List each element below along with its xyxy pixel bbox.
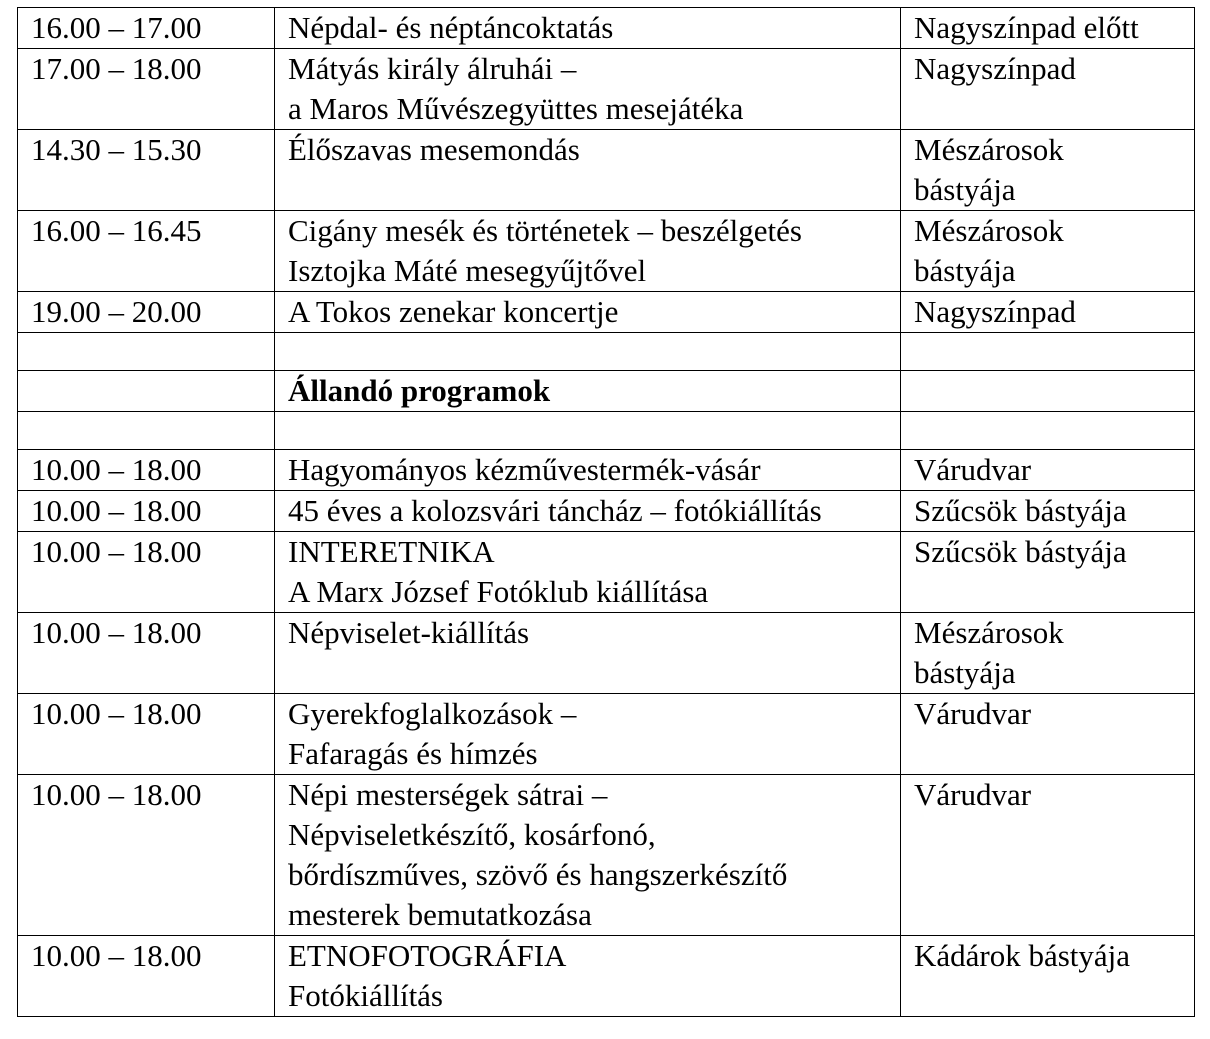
program-cell: [275, 694, 901, 775]
program-line: A Tokos zenekar koncertje: [288, 294, 619, 329]
program-line: Cigány mesék és történetek – beszélgetés: [288, 213, 802, 248]
time-cell: [18, 491, 275, 532]
time-text: 10.00 – 18.00: [31, 938, 202, 973]
location-cell: [901, 532, 1195, 613]
program-line: Hagyományos kézművestermék-vásár: [288, 452, 761, 487]
time-cell: [18, 450, 275, 491]
empty-cell: [901, 333, 1195, 371]
location-line: bástyája: [914, 172, 1016, 207]
location-cell: [901, 613, 1195, 694]
location-line: Várudvar: [914, 696, 1032, 731]
table-row: [18, 8, 1195, 49]
table-row: [18, 613, 1195, 694]
program-line: mesterek bemutatkozása: [288, 897, 592, 932]
table-row: [18, 694, 1195, 775]
location-cell: [901, 491, 1195, 532]
program-line: 45 éves a kolozsvári táncház – fotókiállítás: [288, 493, 822, 528]
empty-cell: [275, 333, 901, 371]
program-line: Isztojka Máté mesegyűjtővel: [288, 253, 647, 288]
table-row: [18, 936, 1195, 1017]
program-line: ETNOFOTOGRÁFIA: [288, 938, 567, 973]
time-cell: [18, 211, 275, 292]
program-cell: [275, 8, 901, 49]
location-cell: [901, 694, 1195, 775]
time-text: 10.00 – 18.00: [31, 452, 202, 487]
location-cell: [901, 450, 1195, 491]
program-line: Élőszavas mesemondás: [288, 132, 580, 167]
location-line: bástyája: [914, 253, 1016, 288]
program-line: Népviseletkészítő, kosárfonó,: [288, 817, 656, 852]
program-cell: [275, 211, 901, 292]
table-row: [18, 775, 1195, 936]
empty-cell: [18, 371, 275, 412]
program-line: Fafaragás és hímzés: [288, 736, 538, 771]
time-cell: [18, 936, 275, 1017]
time-text: 14.30 – 15.30: [31, 132, 202, 167]
location-line: Nagyszínpad: [914, 294, 1076, 329]
program-schedule-table: [17, 7, 1195, 1017]
location-line: Nagyszínpad előtt: [914, 10, 1139, 45]
time-cell: [18, 130, 275, 211]
program-cell: [275, 49, 901, 130]
location-line: Várudvar: [914, 452, 1032, 487]
location-cell: [901, 49, 1195, 130]
program-line: Népdal- és néptáncoktatás: [288, 10, 614, 45]
time-text: 10.00 – 18.00: [31, 777, 202, 812]
location-line: Mészárosok: [914, 132, 1064, 167]
table-row: [18, 49, 1195, 130]
time-text: 10.00 – 18.00: [31, 534, 202, 569]
time-cell: [18, 292, 275, 333]
table-row: [18, 450, 1195, 491]
program-cell: [275, 130, 901, 211]
time-cell: [18, 532, 275, 613]
program-cell: [275, 936, 901, 1017]
empty-cell: [901, 412, 1195, 450]
program-cell: [275, 292, 901, 333]
location-line: Szűcsök bástyája: [914, 493, 1127, 528]
location-cell: [901, 211, 1195, 292]
time-text: 17.00 – 18.00: [31, 51, 202, 86]
time-text: 16.00 – 17.00: [31, 10, 202, 45]
time-text: 10.00 – 18.00: [31, 696, 202, 731]
program-cell: [275, 450, 901, 491]
location-cell: [901, 130, 1195, 211]
location-cell: [901, 292, 1195, 333]
empty-cell: [275, 412, 901, 450]
time-cell: [18, 8, 275, 49]
program-line: A Marx József Fotóklub kiállítása: [288, 574, 709, 609]
location-line: Szűcsök bástyája: [914, 534, 1127, 569]
program-line: bőrdíszműves, szövő és hangszerkészítő: [288, 857, 788, 892]
program-cell: [275, 491, 901, 532]
table-row: [18, 532, 1195, 613]
empty-row: [18, 333, 1195, 371]
time-text: 19.00 – 20.00: [31, 294, 202, 329]
time-text: 16.00 – 16.45: [31, 213, 202, 248]
program-line: a Maros Művészegyüttes mesejátéka: [288, 91, 744, 126]
table-row: [18, 491, 1195, 532]
section-heading-cell: [275, 371, 901, 412]
program-line: INTERETNIKA: [288, 534, 495, 569]
program-cell: [275, 613, 901, 694]
program-line: Fotókiállítás: [288, 978, 443, 1013]
program-line: Népi mesterségek sátrai –: [288, 777, 608, 812]
empty-cell: [18, 412, 275, 450]
table-row: [18, 130, 1195, 211]
section-heading-row: [18, 371, 1195, 412]
program-cell: [275, 532, 901, 613]
location-line: Várudvar: [914, 777, 1032, 812]
location-cell: [901, 936, 1195, 1017]
time-cell: [18, 49, 275, 130]
location-line: Mészárosok: [914, 213, 1064, 248]
program-line: Gyerekfoglalkozások –: [288, 696, 577, 731]
table-row: [18, 292, 1195, 333]
program-line: Mátyás király álruhái –: [288, 51, 577, 86]
location-line: Nagyszínpad: [914, 51, 1076, 86]
time-cell: [18, 613, 275, 694]
table-row: [18, 211, 1195, 292]
location-line: bástyája: [914, 655, 1016, 690]
program-line: Népviselet-kiállítás: [288, 615, 530, 650]
time-text: 10.00 – 18.00: [31, 493, 202, 528]
location-line: Mészárosok: [914, 615, 1064, 650]
empty-row: [18, 412, 1195, 450]
location-cell: [901, 8, 1195, 49]
program-cell: [275, 775, 901, 936]
section-heading: Állandó programok: [288, 373, 551, 408]
time-cell: [18, 694, 275, 775]
time-text: 10.00 – 18.00: [31, 615, 202, 650]
empty-cell: [18, 333, 275, 371]
time-cell: [18, 775, 275, 936]
location-line: Kádárok bástyája: [914, 938, 1131, 973]
location-cell: [901, 775, 1195, 936]
empty-cell: [901, 371, 1195, 412]
